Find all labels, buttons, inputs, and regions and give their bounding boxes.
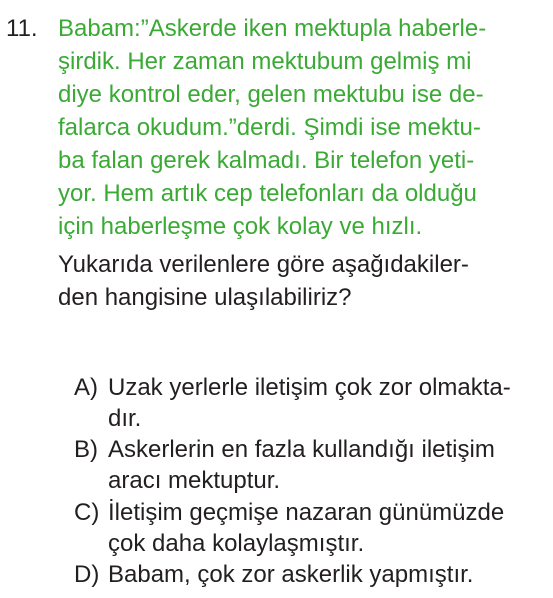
option-c-letter[interactable]: C) <box>74 499 100 526</box>
option-c-text-1[interactable]: İletişim geçmişe nazaran günümüzde <box>108 499 505 526</box>
option-b-text-1[interactable]: Askerlerin en fazla kullandığı iletişim <box>108 436 495 463</box>
passage-line-4: falarca okudum.”derdi. Şimdi ise mektu- <box>58 114 481 141</box>
option-c-text-2[interactable]: çok daha kolaylaşmıştır. <box>108 530 365 557</box>
option-b-letter[interactable]: B) <box>74 436 98 463</box>
passage-line-6: yor. Hem artık cep telefonları da olduğu <box>58 180 477 207</box>
question-number: 11. <box>6 15 38 42</box>
option-a-text-1[interactable]: Uzak yerlerle iletişim çok zor olmakta- <box>108 374 511 401</box>
passage-line-3: diye kontrol eder, gelen mektubu ise de- <box>58 81 484 108</box>
option-d-text-1[interactable]: Babam, çok zor askerlik yapmıştır. <box>108 561 474 588</box>
option-d-letter[interactable]: D) <box>74 561 100 588</box>
prompt-line-1: Yukarıda verilenlere göre aşağıdakiler- <box>58 251 469 278</box>
passage-line-5: ba falan gerek kalmadı. Bir telefon yeti- <box>58 147 475 174</box>
passage-line-1: Babam:”Askerde iken mektupla haberle- <box>58 15 487 42</box>
option-b-text-2[interactable]: aracı mektuptur. <box>108 467 281 494</box>
passage-line-7: için haberleşme çok kolay ve hızlı. <box>58 213 423 240</box>
option-a-text-2[interactable]: dır. <box>108 405 142 432</box>
option-a-letter[interactable]: A) <box>74 374 98 401</box>
prompt-line-2: den hangisine ulaşılabiliriz? <box>58 284 352 311</box>
passage-line-2: şirdik. Her zaman mektubum gelmiş mi <box>58 48 472 75</box>
